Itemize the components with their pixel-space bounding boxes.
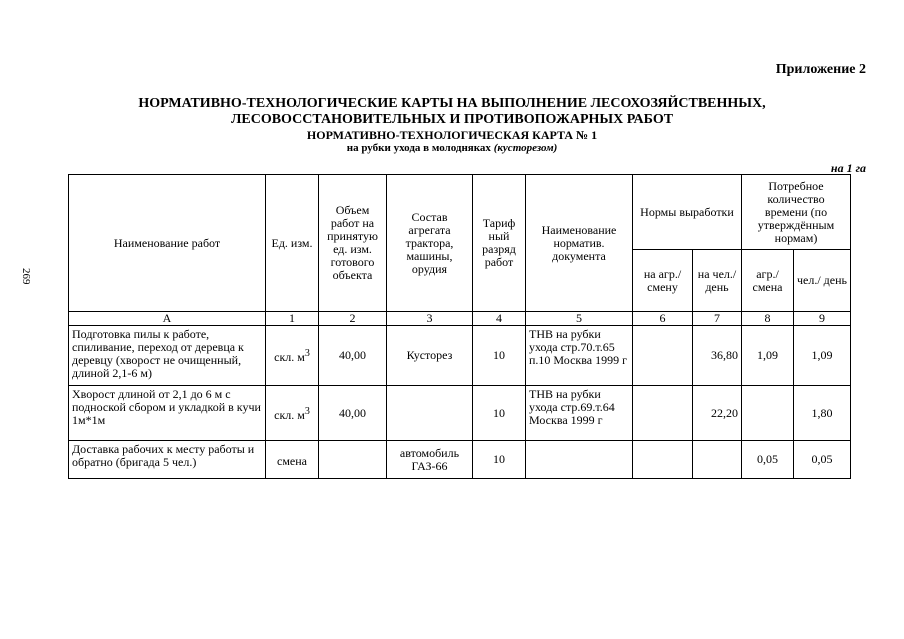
card-subtitle: НОРМАТИВНО-ТЕХНОЛОГИЧЕСКАЯ КАРТА № 1 xyxy=(306,128,598,142)
unit-text: смена xyxy=(277,454,307,468)
header-tariff: Тариф ный разряд работ xyxy=(473,175,526,312)
subtitle-2-text: на рубки ухода в молодняках xyxy=(346,142,494,154)
tariff-cell: 10 xyxy=(473,326,526,386)
header-time-agr: агр./ смена xyxy=(742,250,794,312)
tariff-cell: 10 xyxy=(473,441,526,479)
header-norm-agr: на агр./ смену xyxy=(633,250,693,312)
column-index: А xyxy=(69,312,266,326)
header-time: Потребное количество времени (по утверждённым нормам) xyxy=(742,175,851,250)
norms-table xyxy=(68,174,851,479)
volume-cell: 40,00 xyxy=(319,326,387,386)
table-row xyxy=(69,441,851,479)
header-norms: Нормы выработки xyxy=(633,175,742,250)
header-work-name: Наименование работ xyxy=(69,175,266,312)
column-index: 5 xyxy=(526,312,633,326)
norm-agr-cell xyxy=(633,386,693,441)
work-name-cell: Подготовка пилы к работе, спиливание, переход от деревца к деревцу (хворост не очищенный, длиной 2,1-6 м) xyxy=(69,326,266,386)
header-document: Наименование норматив. документа xyxy=(526,175,633,312)
unit-text: скл. м xyxy=(274,407,305,422)
unit-text: скл. м xyxy=(274,350,305,364)
unit-superscript: 3 xyxy=(304,348,310,359)
header-time-person: чел./ день xyxy=(794,250,851,312)
time-agr-cell xyxy=(742,386,794,441)
time-person-cell: 0,05 xyxy=(794,441,851,479)
document-cell: ТНВ на рубки ухода стр.69.т.64 Москва 1999 г xyxy=(526,386,633,441)
work-name-cell: Доставка рабочих к месту работы и обратно (бригада 5 чел.) xyxy=(69,441,266,479)
time-person-cell: 1,80 xyxy=(794,386,851,441)
column-index: 7 xyxy=(693,312,742,326)
column-index: 9 xyxy=(794,312,851,326)
page-number: 269 xyxy=(20,268,32,285)
column-index-row xyxy=(69,312,851,326)
unit-cell xyxy=(266,386,319,441)
composition-cell: автомобиль ГАЗ-66 xyxy=(387,441,473,479)
work-name-cell: Хворост длиной от 2,1 до 6 м с подноской сбором и укладкой в кучи 1м*1м xyxy=(69,386,266,441)
norm-agr-cell xyxy=(633,326,693,386)
norm-agr-cell xyxy=(633,441,693,479)
appendix-label: Приложение 2 xyxy=(775,62,866,77)
time-person-cell: 1,09 xyxy=(794,326,851,386)
per-unit-label: на 1 га xyxy=(830,161,866,175)
title-line-2: ЛЕСОВОССТАНОВИТЕЛЬНЫХ И ПРОТИВОПОЖАРНЫХ РАБОТ xyxy=(230,112,674,127)
header-composition: Состав агрегата трактора, машины, орудия xyxy=(387,175,473,312)
table-row xyxy=(69,386,851,441)
norm-person-cell xyxy=(693,441,742,479)
subtitle-2-tool: (кусторезом) xyxy=(493,142,558,154)
header-norm-person: на чел./ день xyxy=(693,250,742,312)
time-agr-cell: 1,09 xyxy=(742,326,794,386)
time-agr-cell: 0,05 xyxy=(742,441,794,479)
volume-cell: 40,00 xyxy=(319,386,387,441)
header-volume: Объем работ на принятую ед. изм. готового объекта xyxy=(319,175,387,312)
composition-cell: Кусторез xyxy=(387,326,473,386)
column-index: 3 xyxy=(387,312,473,326)
header-unit: Ед. изм. xyxy=(266,175,319,312)
norm-person-cell: 22,20 xyxy=(693,386,742,441)
document-header xyxy=(0,96,904,155)
composition-cell xyxy=(387,386,473,441)
column-index: 2 xyxy=(319,312,387,326)
document-cell: ТНВ на рубки ухода стр.70.т.65 п.10 Москва 1999 г xyxy=(526,326,633,386)
column-index: 1 xyxy=(266,312,319,326)
norm-person-cell: 36,80 xyxy=(693,326,742,386)
volume-cell xyxy=(319,441,387,479)
tariff-cell: 10 xyxy=(473,386,526,441)
unit-superscript: 3 xyxy=(304,405,310,417)
column-index: 4 xyxy=(473,312,526,326)
unit-cell xyxy=(266,441,319,479)
title-line-1: НОРМАТИВНО-ТЕХНОЛОГИЧЕСКИЕ КАРТЫ НА ВЫПОЛНЕНИЕ ЛЕСОХОЗЯЙСТВЕННЫХ, xyxy=(138,96,766,111)
unit-cell xyxy=(266,326,319,386)
column-index: 6 xyxy=(633,312,693,326)
table-row xyxy=(69,326,851,386)
column-index: 8 xyxy=(742,312,794,326)
card-subtitle-2 xyxy=(0,142,904,155)
document-cell xyxy=(526,441,633,479)
